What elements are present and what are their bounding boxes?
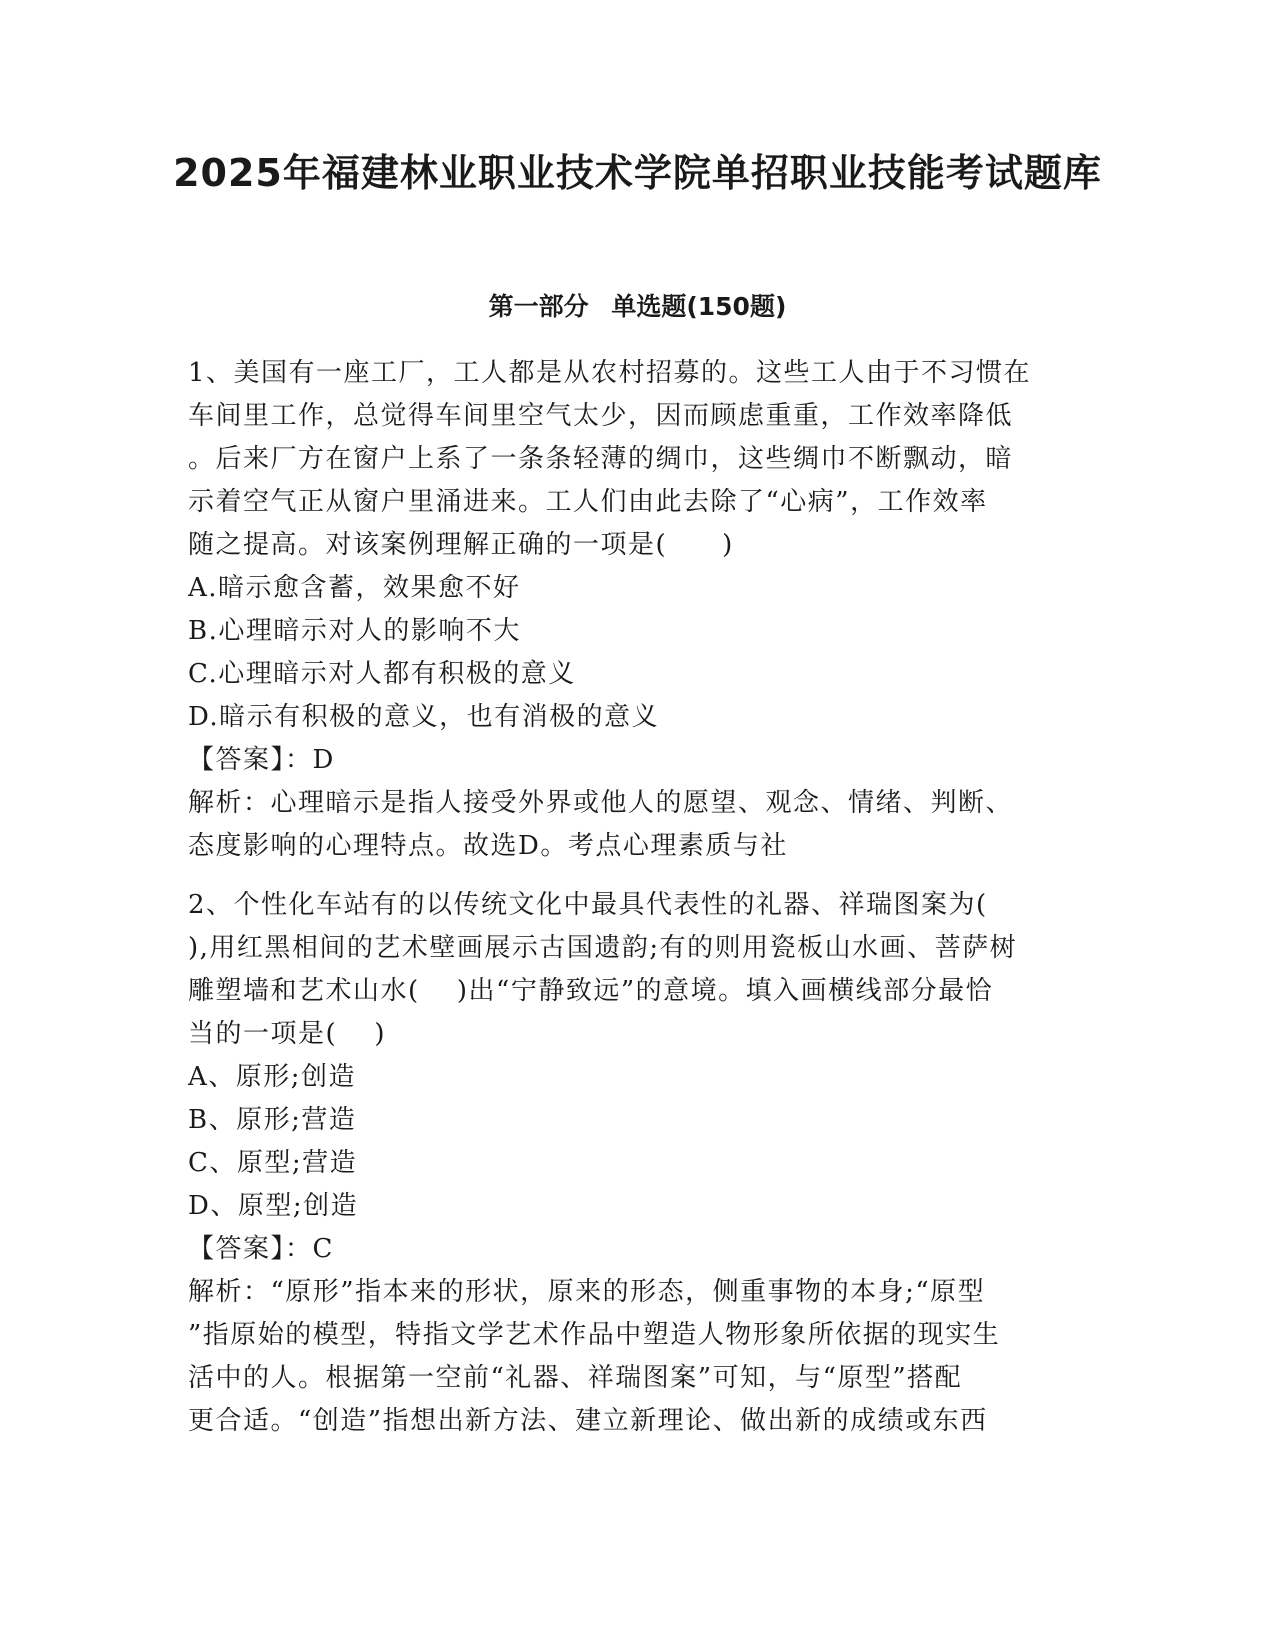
stem-line: 随之提高。对该案例理解正确的一项是( ) <box>188 530 734 560</box>
option-b: B.心理暗示对人的影响不大 <box>188 616 521 646</box>
option-d: D.暗示有积极的意义，也有消极的意义 <box>188 702 660 732</box>
stem-line: 1、美国有一座工厂，工人都是从农村招募的。这些工人由于不习惯在 <box>188 358 1032 388</box>
stem-line: 当的一项是( ) <box>188 1019 387 1049</box>
analysis <box>188 782 1088 868</box>
question-list <box>188 352 1088 1459</box>
section-title: 第一部分 单选题(150题) <box>488 292 787 321</box>
answer-label: 【答案】：D <box>188 745 335 775</box>
analysis-line: 态度影响的心理特点。故选D。考点心理素质与社 <box>188 831 788 861</box>
option-list <box>188 567 1088 739</box>
analysis <box>188 1271 1088 1443</box>
option-a: A.暗示愈含蓄，效果愈不好 <box>188 573 521 603</box>
stem-line: 2、个性化车站有的以传统文化中最具代表性的礼器、祥瑞图案为( <box>188 890 988 920</box>
option-c: C.心理暗示对人都有积极的意义 <box>188 659 576 689</box>
stem-line: ),用红黑相间的艺术壁画展示古国遗韵;有的则用瓷板山水画、菩萨树 <box>188 933 1018 963</box>
question-1 <box>188 352 1088 868</box>
question-2 <box>188 884 1088 1443</box>
question-stem <box>188 352 1088 567</box>
option-d: D、原型;创造 <box>188 1191 359 1221</box>
stem-line: 车间里工作，总觉得车间里空气太少，因而顾虑重重，工作效率降低 <box>188 401 1014 431</box>
option-a: A、原形;创造 <box>188 1062 357 1092</box>
analysis-line: 更合适。“创造”指想出新方法、建立新理论、做出新的成绩或东西 <box>188 1406 988 1436</box>
document-title: 2025年福建林业职业技术学院单招职业技能考试题库 <box>173 151 1102 195</box>
answer-label: 【答案】：C <box>188 1234 334 1264</box>
analysis-line: 解析：“原形”指本来的形状，原来的形态，侧重事物的本身;“原型 <box>188 1277 986 1307</box>
option-c: C、原型;营造 <box>188 1148 358 1178</box>
option-b: B、原形;营造 <box>188 1105 357 1135</box>
stem-line: 雕塑墙和艺术山水( )出“宁静致远”的意境。填入画横线部分最恰 <box>188 976 994 1006</box>
option-list <box>188 1056 1088 1228</box>
stem-line: 示着空气正从窗户里涌进来。工人们由此去除了“心病”，工作效率 <box>188 487 988 517</box>
stem-line: 。后来厂方在窗户上系了一条条轻薄的绸巾，这些绸巾不断飘动，暗 <box>188 444 1014 474</box>
analysis-line: 活中的人。根据第一空前“礼器、祥瑞图案”可知，与“原型”搭配 <box>188 1363 963 1393</box>
analysis-line: 解析：心理暗示是指人接受外界或他人的愿望、观念、情绪、判断、 <box>188 788 1014 818</box>
question-stem <box>188 884 1088 1056</box>
analysis-line: ”指原始的模型，特指文学艺术作品中塑造人物形象所依据的现实生 <box>188 1320 1001 1350</box>
